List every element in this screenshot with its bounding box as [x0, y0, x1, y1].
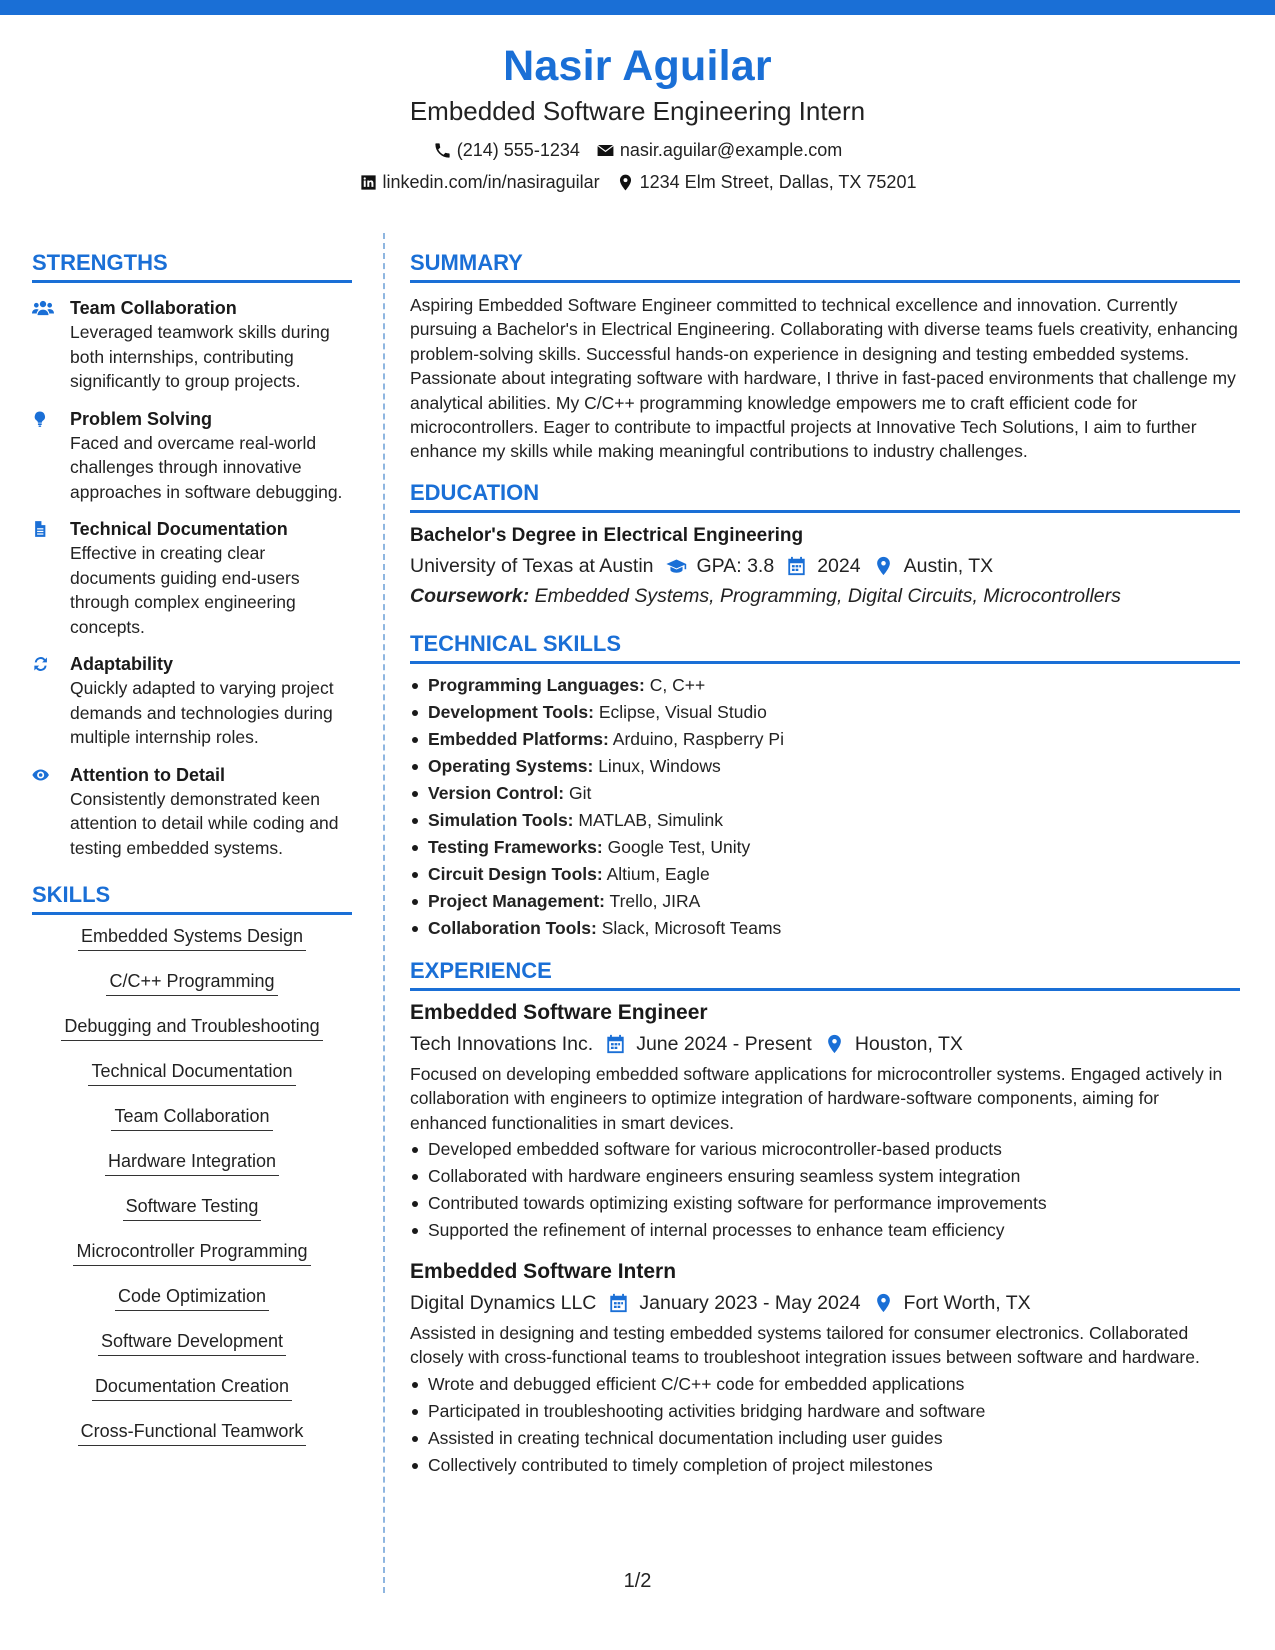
phone-icon	[433, 141, 452, 160]
strength-item	[32, 763, 352, 861]
tech-skill-label: Testing Frameworks:	[428, 836, 603, 857]
strength-title: Attention to Detail	[70, 764, 225, 785]
strength-item	[32, 296, 352, 394]
company-name: Digital Dynamics LLC	[410, 1292, 597, 1315]
skill-item: Team Collaboration	[111, 1105, 272, 1131]
technical-skills-list	[410, 672, 1240, 942]
skill-item: Hardware Integration	[105, 1150, 279, 1176]
linkedin-text: linkedin.com/in/nasiraguilar	[382, 172, 600, 192]
tech-skill-item	[410, 780, 1240, 807]
users-icon	[32, 298, 54, 318]
experience-heading: EXPERIENCE	[410, 956, 1240, 991]
job-bullet: Contributed towards optimizing existing software for performance improvements	[410, 1190, 1240, 1217]
school-location: Austin, TX	[903, 554, 994, 577]
skill-item: Software Development	[98, 1330, 286, 1356]
tech-skill-value: Eclipse, Visual Studio	[598, 701, 767, 722]
tech-skill-item	[410, 672, 1240, 699]
calendar-icon	[608, 1293, 629, 1313]
contact-row-2	[0, 170, 1275, 194]
job-description: Focused on developing embedded software applications for microcontroller systems. Engaged actively in collaboration with engineers to optimize integration of hardware-software components, aiming for enhanced functionalities in smart devices.	[410, 1063, 1223, 1133]
job-bullet: Supported the refinement of internal processes to enhance team efficiency	[410, 1217, 1240, 1244]
skill-item: Software Testing	[123, 1195, 262, 1221]
job-dates: January 2023 - May 2024	[639, 1292, 861, 1315]
resume-header	[0, 38, 1275, 194]
skill-item: Technical Documentation	[88, 1060, 295, 1086]
summary-text: Aspiring Embedded Software Engineer committed to technical excellence and innovation. Currently pursuing a Bachelor's in Electrical Engineering. Collaborating with diverse teams fuels creativity, enhancing problem-solving skills. Successful hands-on experience in designing and testing embedded systems. Passionate about integrating software with hardware, I thrive in fast-paced environments that challenge my analytical abilities. My C/C++ programming knowledge empowers me to craft efficient code for microcontrollers. Eager to contribute to impactful projects at Innovative Tech Solutions, I aim to further enhance my skills while making meaningful contributions to industry challenges.	[410, 295, 1238, 462]
strength-desc: Quickly adapted to varying project demands and technologies during multiple internship roles.	[70, 678, 334, 747]
graduation-year: 2024	[817, 554, 861, 577]
job-bullets	[410, 1371, 1240, 1479]
skill-item: Microcontroller Programming	[73, 1240, 310, 1266]
tech-skill-label: Development Tools:	[428, 701, 594, 722]
tech-skill-item	[410, 726, 1240, 753]
strength-title: Problem Solving	[70, 408, 213, 429]
tech-skill-label: Collaboration Tools:	[428, 917, 597, 938]
strength-desc: Consistently demonstrated keen attention to detail while coding and testing embedded systems.	[70, 788, 339, 858]
map-pin-icon	[824, 1034, 845, 1054]
sync-icon	[32, 654, 54, 674]
tech-skill-label: Operating Systems:	[428, 755, 594, 776]
graduation-cap-icon	[666, 556, 687, 576]
page-number: 1/2	[623, 1570, 652, 1592]
strengths-heading: STRENGTHS	[32, 248, 352, 283]
job-bullets	[410, 1136, 1240, 1244]
tech-skill-item	[410, 807, 1240, 834]
job-bullet: Assisted in creating technical documentation including user guides	[410, 1425, 1240, 1452]
tech-skill-value: Git	[569, 782, 592, 803]
skills-list	[32, 925, 352, 1446]
strength-desc: Leveraged teamwork skills during both internships, contributing significantly to group projects.	[70, 322, 330, 391]
map-pin-icon	[616, 173, 635, 192]
job-bullet: Collaborated with hardware engineers ensuring seamless system integration	[410, 1163, 1240, 1190]
tech-skill-label: Circuit Design Tools:	[428, 863, 603, 884]
strength-desc: Effective in creating clear documents guiding end-users through complex engineering concepts.	[70, 543, 300, 637]
linkedin-icon	[359, 173, 378, 192]
contact-linkedin[interactable]	[359, 170, 600, 194]
job-role: Embedded Software Engineer	[410, 1000, 708, 1024]
job-bullet: Wrote and debugged efficient C/C++ code for embedded applications	[410, 1371, 1240, 1398]
tech-skill-value: C, C++	[649, 674, 706, 695]
column-divider	[383, 233, 385, 1593]
map-pin-icon	[873, 556, 894, 576]
education-meta	[410, 551, 1240, 581]
tech-skill-value: MATLAB, Simulink	[578, 809, 723, 830]
tech-skill-value: Linux, Windows	[598, 755, 721, 776]
address-text: 1234 Elm Street, Dallas, TX 75201	[639, 172, 917, 192]
strength-title: Technical Documentation	[70, 519, 288, 539]
company-name: Tech Innovations Inc.	[410, 1032, 594, 1055]
tech-skill-label: Version Control:	[428, 782, 565, 803]
skill-item: Debugging and Troubleshooting	[61, 1015, 322, 1041]
job-entry	[410, 999, 1240, 1244]
tech-skill-label: Simulation Tools:	[428, 809, 574, 830]
envelope-icon	[596, 141, 615, 160]
education-heading: EDUCATION	[410, 478, 1240, 513]
job-location: Houston, TX	[854, 1032, 963, 1055]
tech-skill-value: Google Test, Unity	[607, 836, 751, 857]
tech-skill-value: Arduino, Raspberry Pi	[612, 728, 784, 749]
summary-heading: SUMMARY	[410, 248, 1240, 283]
skill-item: Documentation Creation	[92, 1375, 292, 1401]
job-meta	[410, 1288, 1240, 1318]
skill-item: Embedded Systems Design	[78, 925, 306, 951]
job-meta	[410, 1029, 1240, 1059]
job-bullet: Participated in troubleshooting activities bridging hardware and software	[410, 1398, 1240, 1425]
job-location: Fort Worth, TX	[903, 1292, 1031, 1315]
strength-title: Adaptability	[70, 654, 174, 674]
strength-item	[32, 652, 352, 750]
school-name: University of Texas at Austin	[410, 554, 654, 577]
tech-skill-label: Project Management:	[428, 890, 605, 911]
technical-skills-heading: TECHNICAL SKILLS	[410, 629, 1240, 664]
strength-desc: Faced and overcame real-world challenges through innovative approaches in software debugging.	[70, 432, 343, 502]
contact-phone[interactable]	[433, 138, 580, 162]
eye-icon	[32, 765, 54, 785]
strength-title: Team Collaboration	[70, 298, 237, 318]
tech-skill-item	[410, 915, 1240, 942]
document-icon	[32, 519, 54, 539]
candidate-name: Nasir Aguilar	[503, 42, 772, 90]
tech-skill-value: Slack, Microsoft Teams	[601, 917, 782, 938]
skills-heading: SKILLS	[32, 880, 352, 915]
coursework	[410, 581, 1240, 611]
degree-title: Bachelor's Degree in Electrical Engineering	[410, 524, 804, 546]
coursework-list: Embedded Systems, Programming, Digital Circuits, Microcontrollers	[534, 584, 1121, 607]
strengths-list	[32, 296, 352, 860]
lightbulb-icon	[32, 409, 54, 429]
job-role: Embedded Software Intern	[410, 1260, 677, 1284]
skill-item: C/C++ Programming	[106, 970, 277, 996]
tech-skill-value: Trello, JIRA	[609, 890, 701, 911]
contact-email[interactable]	[596, 138, 842, 162]
contact-address	[616, 170, 917, 194]
tech-skill-item	[410, 888, 1240, 915]
tech-skill-item	[410, 753, 1240, 780]
job-bullet: Developed embedded software for various microcontroller-based products	[410, 1136, 1240, 1163]
job-entry	[410, 1258, 1240, 1479]
strength-item	[32, 517, 352, 639]
tech-skill-item	[410, 699, 1240, 726]
job-bullet: Collectively contributed to timely completion of project milestones	[410, 1452, 1240, 1479]
email-text: nasir.aguilar@example.com	[619, 140, 843, 160]
tech-skill-item	[410, 861, 1240, 888]
right-column	[410, 248, 1240, 1479]
skill-item: Code Optimization	[115, 1285, 269, 1311]
candidate-title: Embedded Software Engineering Intern	[409, 96, 866, 126]
tech-skill-value: Altium, Eagle	[606, 863, 710, 884]
left-column	[32, 248, 352, 1465]
calendar-icon	[605, 1034, 626, 1054]
map-pin-icon	[873, 1293, 894, 1313]
tech-skill-label: Programming Languages:	[428, 674, 645, 695]
job-dates: June 2024 - Present	[636, 1032, 812, 1055]
job-description: Assisted in designing and testing embedded systems tailored for consumer electronics. Collaborated closely with cross-functional teams to troubleshoot integration issues between software and hardware.	[410, 1323, 1200, 1368]
calendar-icon	[786, 556, 807, 576]
skill-item: Cross-Functional Teamwork	[78, 1420, 307, 1446]
phone-text: (214) 555-1234	[456, 140, 580, 160]
tech-skill-label: Embedded Platforms:	[428, 728, 609, 749]
gpa-text: GPA: 3.8	[696, 554, 775, 577]
coursework-label: Coursework:	[410, 584, 530, 607]
top-accent-bar	[0, 0, 1275, 15]
tech-skill-item	[410, 834, 1240, 861]
contact-row-1	[0, 138, 1275, 162]
strength-item	[32, 407, 352, 505]
